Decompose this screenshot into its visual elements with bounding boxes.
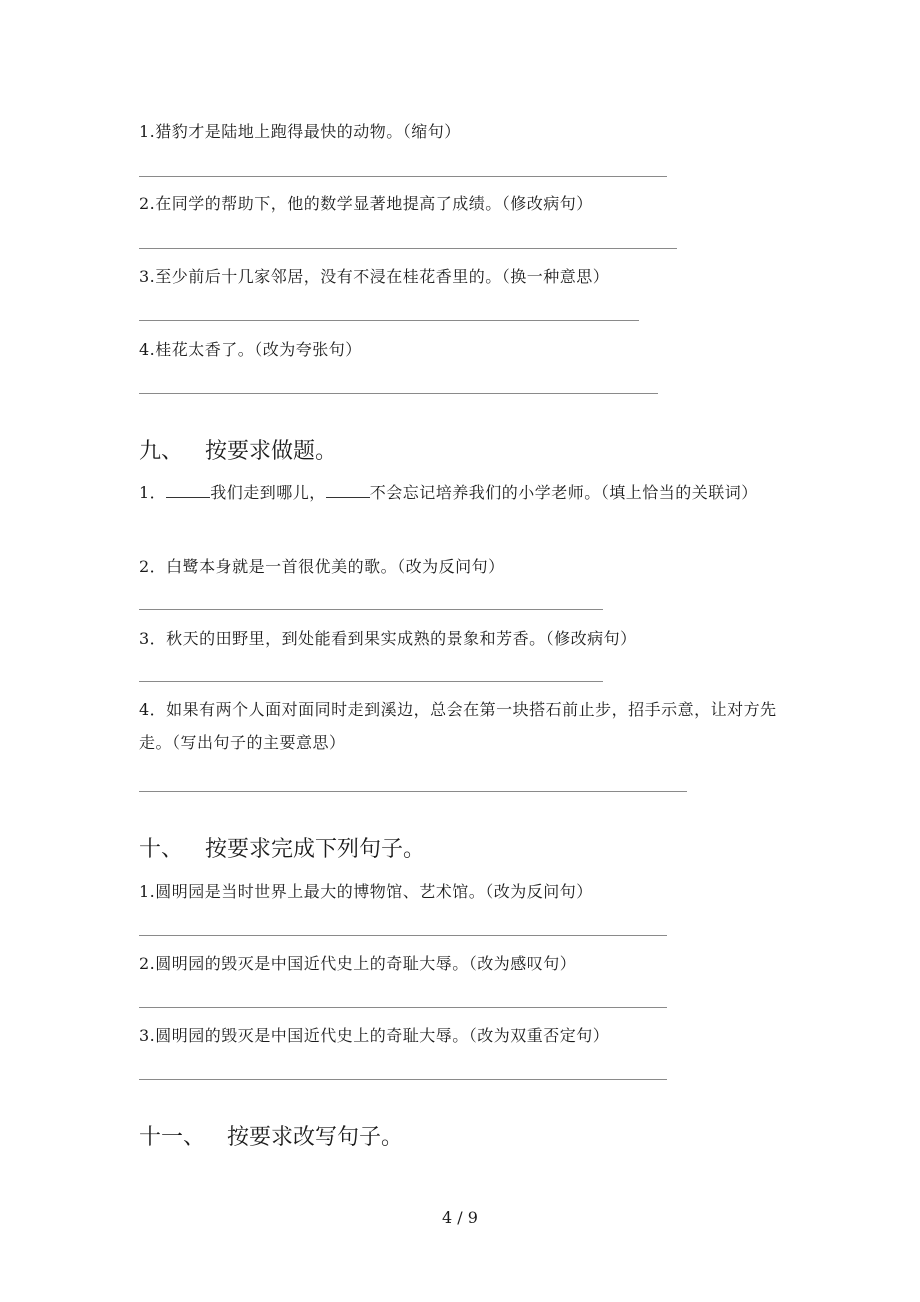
answer-line[interactable] — [139, 791, 687, 792]
answer-line[interactable] — [139, 935, 667, 936]
question-text: 4．如果有两个人面对面同时走到溪边，总会在第一块搭石前止步，招手示意，让对方先走。（写出句子的主要意思） — [139, 700, 777, 752]
question-text: 4.桂花太香了。（改为夸张句） — [139, 340, 362, 359]
section-heading — [139, 1120, 403, 1151]
fill-blank[interactable] — [166, 483, 210, 498]
answer-line[interactable] — [139, 320, 639, 321]
answer-line[interactable] — [139, 176, 667, 177]
section-title: 按要求改写句子。 — [227, 1125, 404, 1150]
section-title: 按要求做题。 — [205, 439, 338, 464]
section-number: 十一、 — [139, 1125, 206, 1150]
section-heading — [139, 434, 337, 465]
fill-blank[interactable] — [326, 483, 370, 498]
answer-line[interactable] — [139, 609, 603, 610]
section-number: 九、 — [139, 439, 184, 464]
answer-line[interactable] — [139, 393, 658, 394]
question-text: 3.至少前后十几家邻居，没有不浸在桂花香里的。（换一种意思） — [139, 267, 610, 286]
section-number: 十、 — [139, 837, 184, 862]
question-text — [139, 476, 789, 509]
answer-line[interactable] — [139, 681, 603, 682]
question-text: 1.猎豹才是陆地上跑得最快的动物。（缩句） — [139, 122, 461, 141]
page-number: 4 / 9 — [442, 1208, 478, 1227]
answer-line[interactable] — [139, 1007, 667, 1008]
answer-line[interactable] — [139, 1079, 667, 1080]
question-text: 3．秋天的田野里，到处能看到果实成熟的景象和芳香。（修改病句） — [139, 629, 637, 648]
question-fragment: 我们走到哪儿， — [210, 483, 326, 502]
section-title: 按要求完成下列句子。 — [205, 837, 426, 862]
question-fragment: 不会忘记培养我们的小学老师。（填上恰当的关联词） — [369, 483, 758, 502]
answer-line[interactable] — [139, 248, 677, 249]
question-text: 3.圆明园的毁灭是中国近代史上的奇耻大辱。（改为双重否定句） — [139, 1026, 610, 1045]
question-text: 2.在同学的帮助下，他的数学显著地提高了成绩。（修改病句） — [139, 194, 593, 213]
question-text: 1.圆明园是当时世界上最大的博物馆、艺术馆。（改为反问句） — [139, 882, 593, 901]
section-heading — [139, 832, 425, 863]
question-text: 2.圆明园的毁灭是中国近代史上的奇耻大辱。（改为感叹句） — [139, 954, 577, 973]
question-number: 1． — [139, 483, 167, 502]
question-text: 2．白鹭本身就是一首很优美的歌。（改为反问句） — [139, 557, 505, 576]
